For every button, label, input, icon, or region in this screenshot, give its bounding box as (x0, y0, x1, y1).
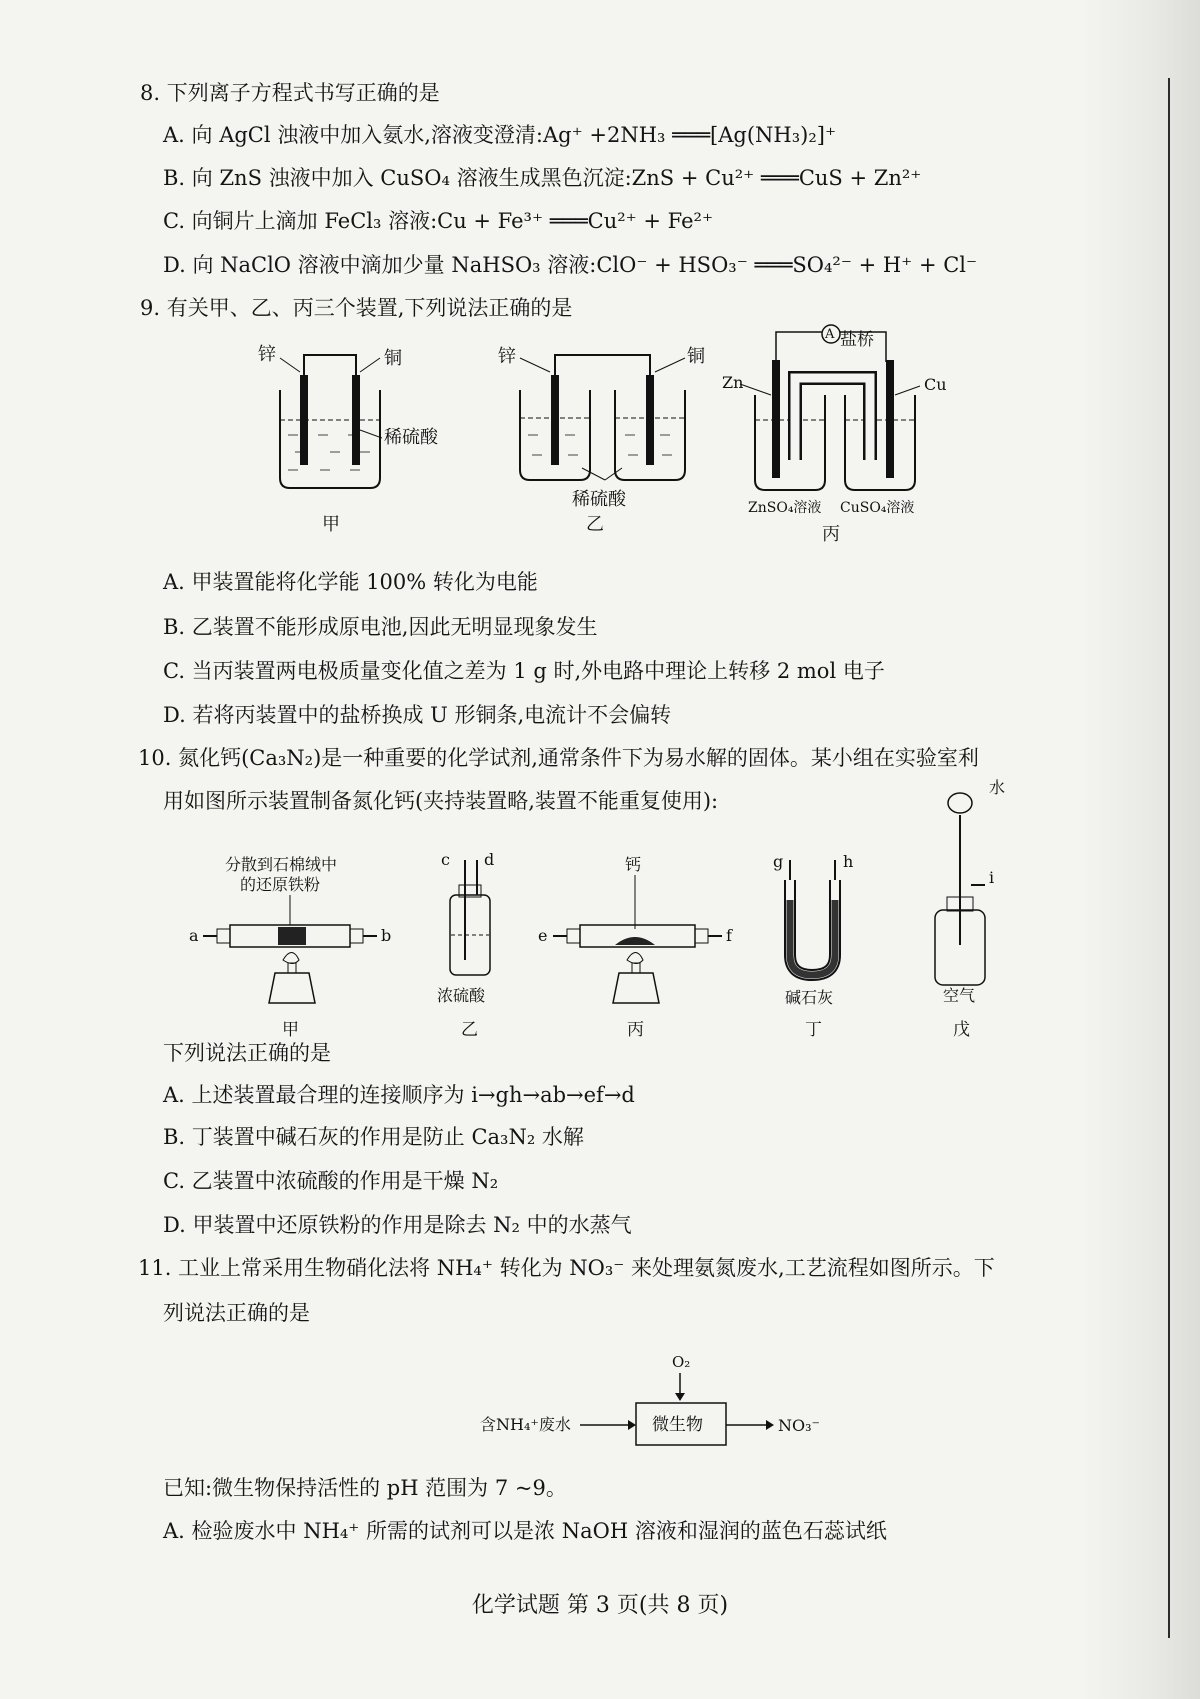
q8-option-c: C. 向铜片上滴加 FeCl₃ 溶液:Cu + Fe³⁺ ═══Cu²⁺ + Fe²⁺ (163, 209, 714, 233)
q9-option-a: A. 甲装置能将化学能 100% 转化为电能 (163, 570, 538, 594)
q11-known: 已知:微生物保持活性的 pH 范围为 7 ~9。 (163, 1476, 567, 1500)
apparatus-yi (437, 850, 494, 1040)
q8-option-d: D. 向 NaClO 溶液中滴加少量 NaHSO₃ 溶液:ClO⁻ + HSO₃⁻ ═══SO₄²⁻ + H⁺ + Cl⁻ (163, 253, 978, 277)
svg-text:i: i (989, 868, 995, 887)
svg-text:c: c (441, 850, 450, 869)
svg-text:水: 水 (989, 778, 1006, 797)
svg-text:戊: 戊 (953, 1020, 970, 1040)
apparatus-ding (773, 852, 853, 1040)
o2-label: O₂ (672, 1353, 691, 1371)
svg-text:乙: 乙 (461, 1020, 478, 1040)
svg-text:碱石灰: 碱石灰 (785, 988, 834, 1007)
zinc-label: 锌 (258, 344, 276, 365)
apparatus-bing (538, 855, 733, 1040)
q10-option-b: B. 丁装置中碱石灰的作用是防止 Ca₃N₂ 水解 (163, 1125, 584, 1149)
cu-label: Cu (924, 375, 947, 394)
svg-text:空气: 空气 (943, 986, 976, 1005)
q11-stem-line1: 11. 工业上常采用生物硝化法将 NH₄⁺ 转化为 NO₃⁻ 来处理氨氮废水,工艺流程如图所示。下 (138, 1256, 995, 1280)
svg-text:b: b (381, 926, 392, 945)
svg-text:的还原铁粉: 的还原铁粉 (240, 875, 321, 894)
q9-figure (220, 327, 1040, 554)
svg-text:甲: 甲 (282, 1020, 299, 1040)
q10-option-d: D. 甲装置中还原铁粉的作用是除去 N₂ 中的水蒸气 (163, 1213, 632, 1237)
cell-bing (722, 325, 947, 545)
svg-text:f: f (726, 926, 732, 945)
svg-text:e: e (538, 926, 548, 945)
label-jia: 甲 (322, 514, 340, 535)
apparatus-jia (189, 855, 391, 1040)
znso4-label: ZnSO₄溶液 (748, 500, 822, 516)
apparatus-wu (935, 778, 1005, 1040)
acid-label-jia: 稀硫酸 (384, 427, 438, 448)
output-label: NO₃⁻ (778, 1416, 820, 1435)
page-footer: 化学试题 第 3 页(共 8 页) (471, 1593, 729, 1618)
q9-stem: 9. 有关甲、乙、丙三个装置,下列说法正确的是 (140, 296, 573, 320)
page-edge-shadow (1080, 0, 1200, 1699)
svg-text:丙: 丙 (627, 1020, 644, 1040)
svg-text:g: g (773, 852, 784, 871)
svg-text:d: d (484, 850, 495, 869)
svg-text:浓硫酸: 浓硫酸 (437, 986, 486, 1005)
q10-stem-line1: 10. 氮化钙(Ca₃N₂)是一种重要的化学试剂,通常条件下为易水解的固体。某小组在实验室利 (138, 746, 979, 770)
q9-option-d: D. 若将丙装置中的盐桥换成 U 形铜条,电流计不会偏转 (163, 703, 672, 727)
q11-option-a: A. 检验废水中 NH₄⁺ 所需的试剂可以是浓 NaOH 溶液和湿润的蓝色石蕊试纸 (163, 1519, 887, 1543)
q10-sub-stem: 下列说法正确的是 (163, 1041, 331, 1065)
salt-bridge-label: 盐桥 (840, 330, 874, 350)
q8-option-b: B. 向 ZnS 浊液中加入 CuSO₄ 溶液生成黑色沉淀:ZnS + Cu²⁺ ═══CuS + Zn²⁺ (163, 166, 922, 190)
svg-text:a: a (189, 926, 199, 945)
cuso4-label: CuSO₄溶液 (840, 500, 915, 516)
input-label: 含NH₄⁺废水 (480, 1415, 571, 1434)
q9-option-c: C. 当丙装置两电极质量变化值之差为 1 g 时,外电路中理论上转移 2 mol 电子 (163, 659, 885, 683)
label-bing: 丙 (822, 524, 840, 545)
svg-text:钙: 钙 (625, 855, 642, 874)
svg-text:分散到石棉绒中: 分散到石棉绒中 (225, 855, 338, 874)
ammeter-label: A (825, 327, 835, 342)
q11-flow-diagram (480, 1345, 840, 1449)
q10-option-c: C. 乙装置中浓硫酸的作用是干燥 N₂ (163, 1169, 499, 1193)
q11-stem-line2: 列说法正确的是 (163, 1301, 310, 1325)
zn-label: Zn (722, 373, 744, 392)
copper-label: 铜 (384, 348, 402, 369)
cell-yi (498, 346, 705, 535)
label-yi: 乙 (586, 514, 604, 535)
margin-line (1168, 78, 1170, 1638)
q9-option-b: B. 乙装置不能形成原电池,因此无明显现象发生 (163, 615, 598, 639)
cell-jia (258, 344, 439, 535)
copper-label-yi: 铜 (687, 346, 705, 367)
q10-stem-line2: 用如图所示装置制备氮化钙(夹持装置略,装置不能重复使用): (163, 789, 719, 813)
zinc-label-yi: 锌 (498, 346, 516, 367)
svg-text:丁: 丁 (805, 1020, 822, 1040)
q10-option-a: A. 上述装置最合理的连接顺序为 i→gh→ab→ef→d (163, 1083, 635, 1107)
q8-stem: 8. 下列离子方程式书写正确的是 (140, 81, 440, 105)
acid-label-yi: 稀硫酸 (572, 489, 626, 510)
q8-option-a: A. 向 AgCl 浊液中加入氨水,溶液变澄清:Ag⁺ +2NH₃ ═══[Ag(NH₃)₂]⁺ (163, 123, 837, 147)
microbe-box-label: 微生物 (652, 1415, 703, 1435)
svg-text:h: h (843, 852, 854, 871)
